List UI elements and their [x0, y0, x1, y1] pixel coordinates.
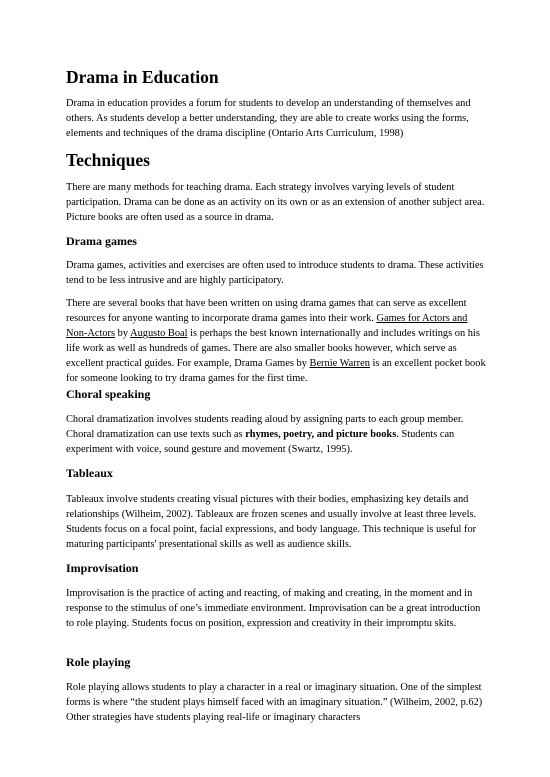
bernie-warren-link[interactable]: Bernie Warren: [309, 358, 370, 369]
drama-games-text-d: is an excellent pocket book for someone looking to try drama games for the first time.: [66, 358, 486, 384]
games-for-actors-link[interactable]: Games for Actors and Non-Actors: [66, 313, 468, 339]
drama-games-text-b: by: [115, 328, 131, 339]
drama-games-paragraph-2: [66, 296, 486, 386]
improvisation-paragraph: Improvisation is the practice of acting and reacting, of making and creating, in the moment and in response to the stimulus of one’s immediate environment. Improvisation can be a great introduction to role playing. Students focus on position, expression and creativity in their impromptu skits.: [66, 588, 481, 629]
choral-speaking-heading: Choral speaking: [66, 387, 151, 401]
techniques-heading: Techniques: [66, 150, 150, 170]
choral-speaking-paragraph: [66, 412, 486, 457]
drama-games-text-c: is perhaps the best known internationally and includes writings on his life work as well as hundreds of games. There are also smaller books however, which serve as excellent practical guides. For example, Drama Games by: [66, 328, 480, 369]
drama-games-heading: Drama games: [66, 234, 137, 248]
drama-games-text-a: There are several books that have been written on using drama games that can serve as excellent resources for anyone wanting to incorporate drama games into their work.: [66, 298, 467, 324]
improvisation-heading: Improvisation: [66, 561, 139, 575]
role-playing-heading: Role playing: [66, 655, 131, 669]
tableaux-paragraph: Tableaux involve students creating visual pictures with their bodies, emphasizing key details and relationships (Wilheim, 2002). Tableaux are frozen scenes and usually involve at least three levels. Students focus on a focal point, facial expressions, and body language. This technique is useful for maturing participants' presentational skills as well as audience skills.: [66, 494, 477, 550]
choral-text-bold: rhymes, poetry, and picture books: [245, 429, 397, 440]
page-title: Drama in Education: [66, 67, 219, 87]
drama-games-paragraph-1: Drama games, activities and exercises are often used to introduce students to drama. These activities tend to be less intrusive and are highly participatory.: [66, 260, 484, 286]
choral-text-a: Choral dramatization involves students reading aloud by assigning parts to each group member. Choral dramatization can use texts such as: [66, 414, 464, 440]
role-playing-paragraph: Role playing allows students to play a character in a real or imaginary situation. One of the simplest forms is where “the student plays himself faced with an imaginary situation.” (Wilheim, 2002, p.62) Other strategies have students playing real-life or imaginary characters: [66, 682, 483, 723]
intro-paragraph: Drama in education provides a forum for students to develop an understanding of themselves and others. As students develop a better understanding, they are able to create works using the forms, elements and techniques of the drama discipline (Ontario Arts Curriculum, 1998): [66, 98, 471, 139]
tableaux-heading: Tableaux: [66, 466, 113, 480]
techniques-paragraph: There are many methods for teaching drama. Each strategy involves varying levels of student participation. Drama can be done as an activity on its own or as an extension of another subject area. Picture books are often used as a source in drama.: [66, 182, 485, 223]
choral-text-b: . Students can experiment with voice, sound gesture and movement (Swartz, 1995).: [66, 429, 455, 455]
augusto-boal-link[interactable]: Augusto Boal: [130, 328, 188, 339]
